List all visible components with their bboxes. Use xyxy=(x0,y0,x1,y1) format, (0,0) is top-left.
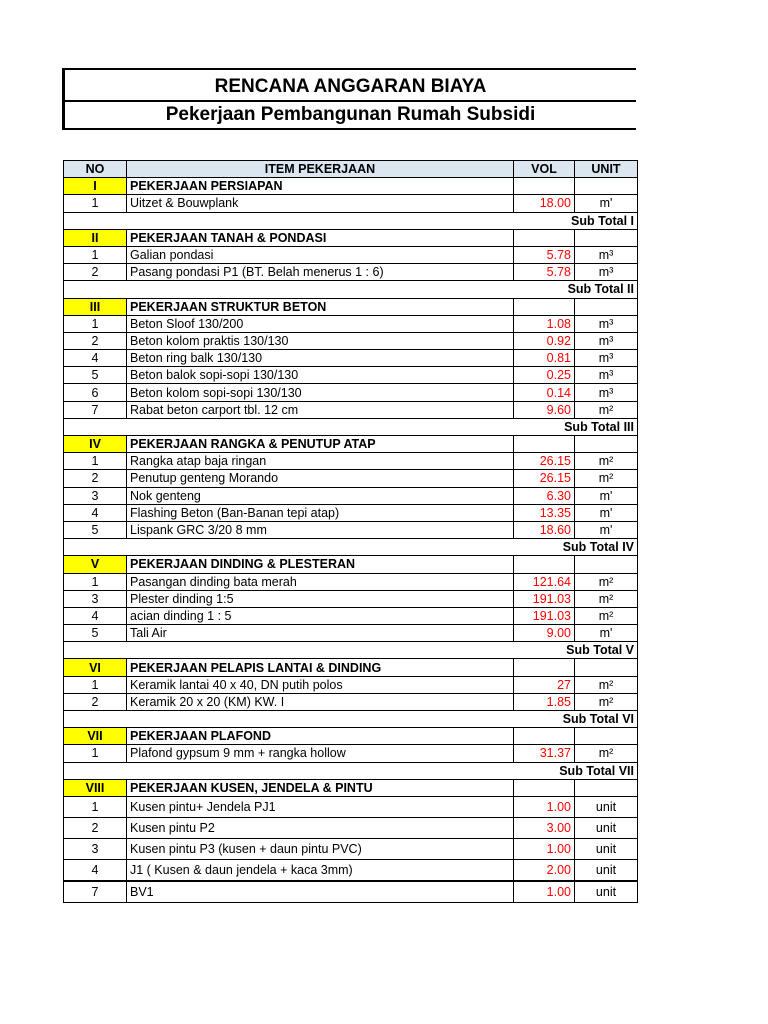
item-number: 5 xyxy=(64,625,127,642)
table-row xyxy=(64,350,638,367)
item-description: Beton kolom sopi-sopi 130/130 xyxy=(127,384,514,401)
subtotal-blank xyxy=(64,212,127,229)
item-volume: 27 xyxy=(514,676,575,693)
item-unit: m³ xyxy=(575,264,638,281)
item-description: Keramik lantai 40 x 40, DN putih polos xyxy=(127,676,514,693)
item-number: 4 xyxy=(64,607,127,624)
section-row xyxy=(64,229,638,246)
item-volume: 1.00 xyxy=(514,796,575,817)
item-description: Beton balok sopi-sopi 130/130 xyxy=(127,367,514,384)
item-description: Beton kolom praktis 130/130 xyxy=(127,332,514,349)
table-row xyxy=(64,315,638,332)
table-row xyxy=(64,453,638,470)
table-row xyxy=(64,367,638,384)
table-row xyxy=(64,745,638,762)
item-unit: m³ xyxy=(575,246,638,263)
item-volume: 3.00 xyxy=(514,817,575,838)
item-number: 1 xyxy=(64,246,127,263)
subtotal-row xyxy=(64,281,638,298)
subtotal-label: Sub Total V xyxy=(127,642,638,659)
section-row xyxy=(64,556,638,573)
item-volume: 5.78 xyxy=(514,246,575,263)
section-number: VIII xyxy=(64,779,127,796)
item-description: Keramik 20 x 20 (KM) KW. I xyxy=(127,693,514,710)
section-number: V xyxy=(64,556,127,573)
subtotal-label: Sub Total IV xyxy=(127,539,638,556)
table-row xyxy=(64,470,638,487)
subtotal-row xyxy=(64,418,638,435)
item-unit: m' xyxy=(575,521,638,538)
table-row xyxy=(64,676,638,693)
section-number: I xyxy=(64,178,127,195)
item-number: 7 xyxy=(64,401,127,418)
item-number: 1 xyxy=(64,676,127,693)
item-description: Beton Sloof 130/200 xyxy=(127,315,514,332)
item-number: 2 xyxy=(64,332,127,349)
table-row xyxy=(64,573,638,590)
item-number: 6 xyxy=(64,384,127,401)
item-volume: 0.25 xyxy=(514,367,575,384)
item-unit: m² xyxy=(575,676,638,693)
item-number: 3 xyxy=(64,590,127,607)
item-number: 4 xyxy=(64,504,127,521)
section-unit xyxy=(575,659,638,676)
item-volume: 1.00 xyxy=(514,838,575,859)
section-vol xyxy=(514,779,575,796)
item-number: 5 xyxy=(64,521,127,538)
item-unit: m³ xyxy=(575,350,638,367)
table-row xyxy=(64,625,638,642)
item-number: 1 xyxy=(64,315,127,332)
item-description: J1 ( Kusen & daun jendela + kaca 3mm) xyxy=(127,859,514,881)
table-body xyxy=(64,178,638,903)
subtotal-blank xyxy=(64,711,127,728)
subtotal-label: Sub Total VI xyxy=(127,711,638,728)
item-volume: 26.15 xyxy=(514,453,575,470)
table-row xyxy=(64,195,638,212)
item-volume: 1.00 xyxy=(514,881,575,903)
section-vol xyxy=(514,436,575,453)
table-row xyxy=(64,332,638,349)
section-vol xyxy=(514,556,575,573)
item-unit: unit xyxy=(575,838,638,859)
item-description: Rangka atap baja ringan xyxy=(127,453,514,470)
item-number: 2 xyxy=(64,817,127,838)
section-unit xyxy=(575,728,638,745)
section-title: PEKERJAAN TANAH & PONDASI xyxy=(127,229,514,246)
item-description: Nok genteng xyxy=(127,487,514,504)
table-row xyxy=(64,487,638,504)
item-volume: 6.30 xyxy=(514,487,575,504)
item-description: Beton ring balk 130/130 xyxy=(127,350,514,367)
item-volume: 9.60 xyxy=(514,401,575,418)
item-number: 3 xyxy=(64,487,127,504)
item-unit: m² xyxy=(575,401,638,418)
item-volume: 191.03 xyxy=(514,590,575,607)
item-volume: 2.00 xyxy=(514,859,575,881)
section-unit xyxy=(575,178,638,195)
item-number: 4 xyxy=(64,859,127,881)
item-unit: m² xyxy=(575,470,638,487)
subtotal-label: Sub Total II xyxy=(127,281,638,298)
section-row xyxy=(64,436,638,453)
item-number: 4 xyxy=(64,350,127,367)
title-box xyxy=(62,68,636,130)
item-number: 2 xyxy=(64,264,127,281)
table-row xyxy=(64,590,638,607)
item-unit: m² xyxy=(575,693,638,710)
item-description: Pasang pondasi P1 (BT. Belah menerus 1 : 6) xyxy=(127,264,514,281)
subtotal-label: Sub Total VII xyxy=(127,762,638,779)
item-number: 2 xyxy=(64,470,127,487)
section-row xyxy=(64,728,638,745)
budget-table xyxy=(63,160,638,903)
section-unit xyxy=(575,556,638,573)
item-number: 1 xyxy=(64,796,127,817)
section-title: PEKERJAAN PELAPIS LANTAI & DINDING xyxy=(127,659,514,676)
item-number: 1 xyxy=(64,195,127,212)
item-number: 1 xyxy=(64,745,127,762)
item-volume: 18.60 xyxy=(514,521,575,538)
item-volume: 9.00 xyxy=(514,625,575,642)
section-title: PEKERJAAN KUSEN, JENDELA & PINTU xyxy=(127,779,514,796)
subtotal-label: Sub Total I xyxy=(127,212,638,229)
item-number: 2 xyxy=(64,693,127,710)
table-row xyxy=(64,838,638,859)
section-vol xyxy=(514,229,575,246)
item-unit: unit xyxy=(575,817,638,838)
item-unit: m³ xyxy=(575,332,638,349)
item-unit: m² xyxy=(575,607,638,624)
item-description: Kusen pintu+ Jendela PJ1 xyxy=(127,796,514,817)
section-title: PEKERJAAN PERSIAPAN xyxy=(127,178,514,195)
section-number: VII xyxy=(64,728,127,745)
item-unit: m³ xyxy=(575,367,638,384)
item-description: Uitzet & Bouwplank xyxy=(127,195,514,212)
table-row xyxy=(64,264,638,281)
item-description: Plester dinding 1:5 xyxy=(127,590,514,607)
table-row xyxy=(64,693,638,710)
item-description: Kusen pintu P2 xyxy=(127,817,514,838)
header-item: ITEM PEKERJAAN xyxy=(127,161,514,178)
item-unit: m' xyxy=(575,625,638,642)
item-description: Lispank GRC 3/20 8 mm xyxy=(127,521,514,538)
section-number: VI xyxy=(64,659,127,676)
item-volume: 0.81 xyxy=(514,350,575,367)
section-vol xyxy=(514,728,575,745)
section-title: PEKERJAAN DINDING & PLESTERAN xyxy=(127,556,514,573)
item-description: acian dinding 1 : 5 xyxy=(127,607,514,624)
item-number: 1 xyxy=(64,573,127,590)
item-unit: m³ xyxy=(575,315,638,332)
item-unit: m' xyxy=(575,195,638,212)
section-unit xyxy=(575,298,638,315)
document-title: RENCANA ANGGARAN BIAYA xyxy=(65,74,636,102)
table-row xyxy=(64,504,638,521)
table-row xyxy=(64,859,638,881)
table-row xyxy=(64,401,638,418)
subtotal-row xyxy=(64,642,638,659)
section-title: PEKERJAAN STRUKTUR BETON xyxy=(127,298,514,315)
item-volume: 0.14 xyxy=(514,384,575,401)
table-row xyxy=(64,817,638,838)
subtotal-row xyxy=(64,212,638,229)
item-volume: 26.15 xyxy=(514,470,575,487)
section-title: PEKERJAAN RANGKA & PENUTUP ATAP xyxy=(127,436,514,453)
item-description: Plafond gypsum 9 mm + rangka hollow xyxy=(127,745,514,762)
section-unit xyxy=(575,779,638,796)
item-volume: 1.08 xyxy=(514,315,575,332)
subtotal-blank xyxy=(64,762,127,779)
item-unit: m³ xyxy=(575,384,638,401)
subtotal-row xyxy=(64,762,638,779)
header-unit: UNIT xyxy=(575,161,638,178)
item-unit: m² xyxy=(575,590,638,607)
item-unit: unit xyxy=(575,796,638,817)
section-number: II xyxy=(64,229,127,246)
item-description: Penutup genteng Morando xyxy=(127,470,514,487)
section-unit xyxy=(575,229,638,246)
item-unit: unit xyxy=(575,859,638,881)
table-row xyxy=(64,881,638,903)
section-number: IV xyxy=(64,436,127,453)
item-description: Kusen pintu P3 (kusen + daun pintu PVC) xyxy=(127,838,514,859)
section-row xyxy=(64,298,638,315)
item-number: 1 xyxy=(64,453,127,470)
item-volume: 31.37 xyxy=(514,745,575,762)
item-number: 5 xyxy=(64,367,127,384)
subtotal-blank xyxy=(64,281,127,298)
table-row xyxy=(64,607,638,624)
document-subtitle: Pekerjaan Pembangunan Rumah Subsidi xyxy=(165,104,536,125)
table-row xyxy=(64,246,638,263)
item-volume: 191.03 xyxy=(514,607,575,624)
item-description: BV1 xyxy=(127,881,514,903)
item-unit: unit xyxy=(575,881,638,903)
item-unit: m² xyxy=(575,453,638,470)
item-volume: 13.35 xyxy=(514,504,575,521)
section-title: PEKERJAAN PLAFOND xyxy=(127,728,514,745)
table-row xyxy=(64,796,638,817)
section-row xyxy=(64,178,638,195)
item-description: Rabat beton carport tbl. 12 cm xyxy=(127,401,514,418)
item-description: Flashing Beton (Ban-Banan tepi atap) xyxy=(127,504,514,521)
item-unit: m' xyxy=(575,504,638,521)
section-unit xyxy=(575,436,638,453)
item-volume: 0.92 xyxy=(514,332,575,349)
item-description: Galian pondasi xyxy=(127,246,514,263)
table-row xyxy=(64,384,638,401)
item-number: 3 xyxy=(64,838,127,859)
item-volume: 121.64 xyxy=(514,573,575,590)
table-row xyxy=(64,521,638,538)
item-unit: m² xyxy=(575,745,638,762)
subtotal-blank xyxy=(64,642,127,659)
item-volume: 5.78 xyxy=(514,264,575,281)
item-volume: 18.00 xyxy=(514,195,575,212)
item-volume: 1.85 xyxy=(514,693,575,710)
section-vol xyxy=(514,178,575,195)
item-description: Tali Air xyxy=(127,625,514,642)
item-unit: m² xyxy=(575,573,638,590)
item-description: Pasangan dinding bata merah xyxy=(127,573,514,590)
item-unit: m' xyxy=(575,487,638,504)
subtotal-row xyxy=(64,539,638,556)
section-vol xyxy=(514,298,575,315)
subtotal-blank xyxy=(64,539,127,556)
item-number: 7 xyxy=(64,881,127,903)
section-row xyxy=(64,659,638,676)
section-vol xyxy=(514,659,575,676)
header-no: NO xyxy=(64,161,127,178)
subtotal-blank xyxy=(64,418,127,435)
section-row xyxy=(64,779,638,796)
header-vol: VOL xyxy=(514,161,575,178)
table-header-row xyxy=(64,161,638,178)
subtotal-row xyxy=(64,711,638,728)
section-number: III xyxy=(64,298,127,315)
subtotal-label: Sub Total III xyxy=(127,418,638,435)
